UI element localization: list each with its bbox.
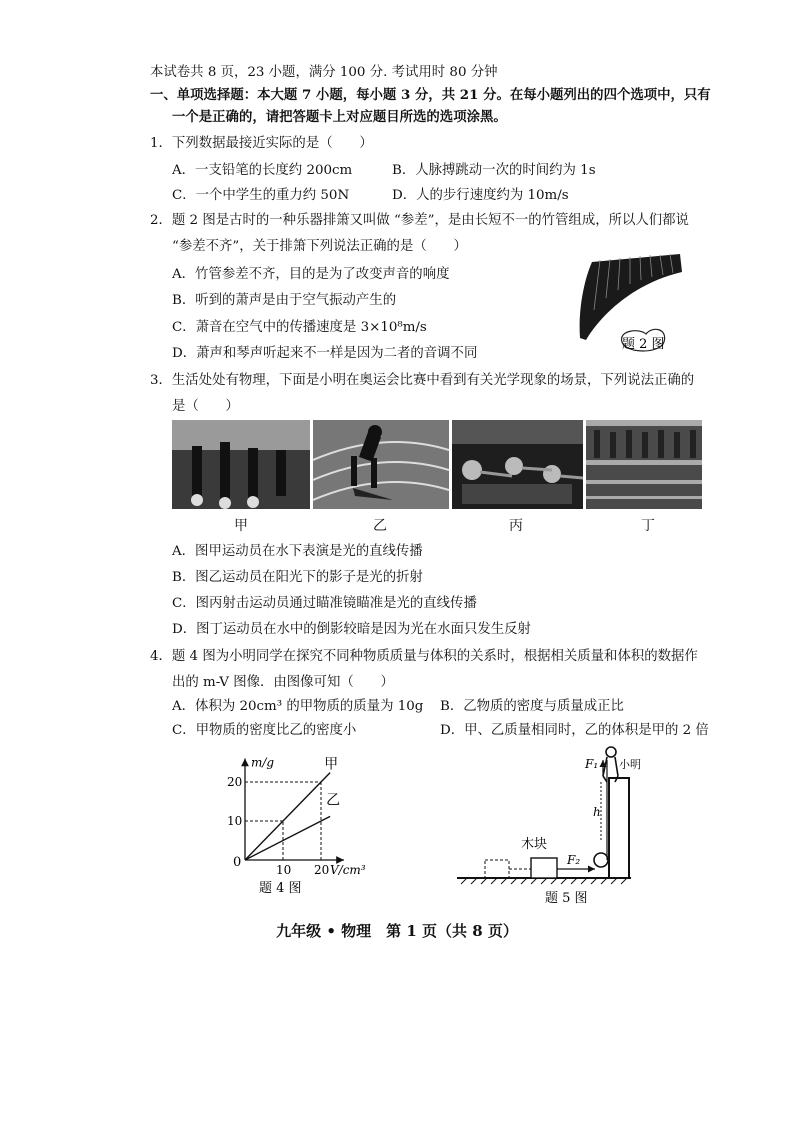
photo-yi <box>313 420 449 509</box>
q4-option-b: B．乙物质的密度与质量成正比 <box>440 699 624 714</box>
q2-stem-line2: “参差不齐”，关于排箫下列说法正确的是（ ） <box>172 239 467 254</box>
q1-option-d: D．人的步行速度约为 10m/s <box>392 188 569 203</box>
x-tick-label: 10 <box>276 863 292 877</box>
y-tick-label: 20 <box>227 775 243 789</box>
fig5-figure-label: 题 5 图 <box>545 891 588 906</box>
q2-option-a: A．竹管参差不齐，目的是为了改变声音的响度 <box>172 267 450 282</box>
photo-bing <box>452 420 583 509</box>
q4-figure-label: 题 4 图 <box>259 881 302 896</box>
caption-yi: 乙 <box>373 518 387 534</box>
wall <box>609 778 629 878</box>
photo-jia <box>172 420 310 509</box>
wood-block <box>531 858 557 878</box>
pan-flute-figure <box>570 250 690 362</box>
y-tick-label: 10 <box>227 814 243 828</box>
person-label: 小明 <box>619 758 641 771</box>
series-line-jia <box>245 773 330 860</box>
q1-stem: 1．下列数据最接近实际的是（ ） <box>150 136 373 151</box>
q2-figure-label: 题 2 图 <box>622 337 665 352</box>
q3-option-d: D．图丁运动员在水中的倒影较暗是因为光在水面只发生反射 <box>172 622 531 637</box>
q1-option-a: A．一支铅笔的长度约 200cm <box>172 163 353 178</box>
person-xiaoming <box>606 747 616 757</box>
q3-stem-line2: 是（ ） <box>172 399 239 414</box>
q4-stem-line1: 4．题 4 图为小明同学在探究不同种物质质量与体积的关系时，根据相关质量和体积的数据作 <box>150 649 698 664</box>
section-title-line2: 一个是正确的，请把答题卡上对应题目所选的选项涂黑。 <box>172 109 507 125</box>
q4-option-d: D．甲、乙质量相同时，乙的体积是甲的 2 倍 <box>440 723 709 738</box>
q1-option-b: B．人脉搏跳动一次的时间约为 1s <box>392 163 596 178</box>
q1-option-c: C．一个中学生的重力约 50N <box>172 188 350 203</box>
m-v-chart <box>215 742 375 910</box>
q3-option-a: A．图甲运动员在水下表演是光的直线传播 <box>172 544 423 559</box>
f1-label: F₁ <box>585 757 599 771</box>
page-footer: 九年级 • 物理 第 1 页（共 8 页） <box>276 922 518 940</box>
q3-stem-line1: 3．生活处处有物理，下面是小明在奥运会比赛中看到有关光学现象的场景，下列说法正确的 <box>150 373 695 388</box>
q2-stem-line1: 2．题 2 图是古时的一种乐器排箫又叫做 “参差”，是由长短不一的竹管组成，所以人们都说 <box>150 213 689 228</box>
block-label: 木块 <box>521 837 548 852</box>
series-label-yi: 乙 <box>326 792 341 809</box>
caption-jia: 甲 <box>234 518 248 534</box>
q2-option-b: B．听到的萧声是由于空气振动产生的 <box>172 293 397 308</box>
y-axis-label: m/g <box>251 755 275 770</box>
caption-ding: 丁 <box>641 518 655 534</box>
q4-stem-line2: 出的 m-V 图像．由图像可知（ ） <box>172 675 394 690</box>
series-line-yi <box>245 816 330 860</box>
x-tick-label: 20 <box>314 863 330 877</box>
x-axis-label: V/cm³ <box>330 863 366 877</box>
q4-option-a: A．体积为 20cm³ 的甲物质的质量为 10g <box>172 699 424 714</box>
figure-5-pulley <box>455 742 655 910</box>
q4-option-c: C．甲物质的密度比乙的密度小 <box>172 723 357 738</box>
h-label: h <box>593 805 601 819</box>
exam-info: 本试卷共 8 页，23 小题，满分 100 分. 考试用时 80 分钟 <box>150 65 498 80</box>
series-label-jia: 甲 <box>324 756 339 773</box>
q3-option-b: B．图乙运动员在阳光下的影子是光的折射 <box>172 570 423 585</box>
q2-option-c: C．萧音在空气中的传播速度是 3×10⁸m/s <box>172 320 427 335</box>
bottom-pulley <box>594 853 608 867</box>
block-initial-position <box>485 860 509 878</box>
q3-option-c: C．图丙射击运动员通过瞄准镜瞄准是光的直线传播 <box>172 596 477 611</box>
section-title-line1: 一、单项选择题：本大题 7 小题，每小题 3 分，共 21 分。在每小题列出的四个选项中，只有 <box>150 87 711 103</box>
f2-label: F₂ <box>567 853 581 867</box>
caption-bing: 丙 <box>509 518 523 534</box>
photo-ding <box>586 420 702 509</box>
origin-label: 0 <box>233 855 242 870</box>
q2-option-d: D．萧声和琴声听起来不一样是因为二者的音调不同 <box>172 346 478 361</box>
